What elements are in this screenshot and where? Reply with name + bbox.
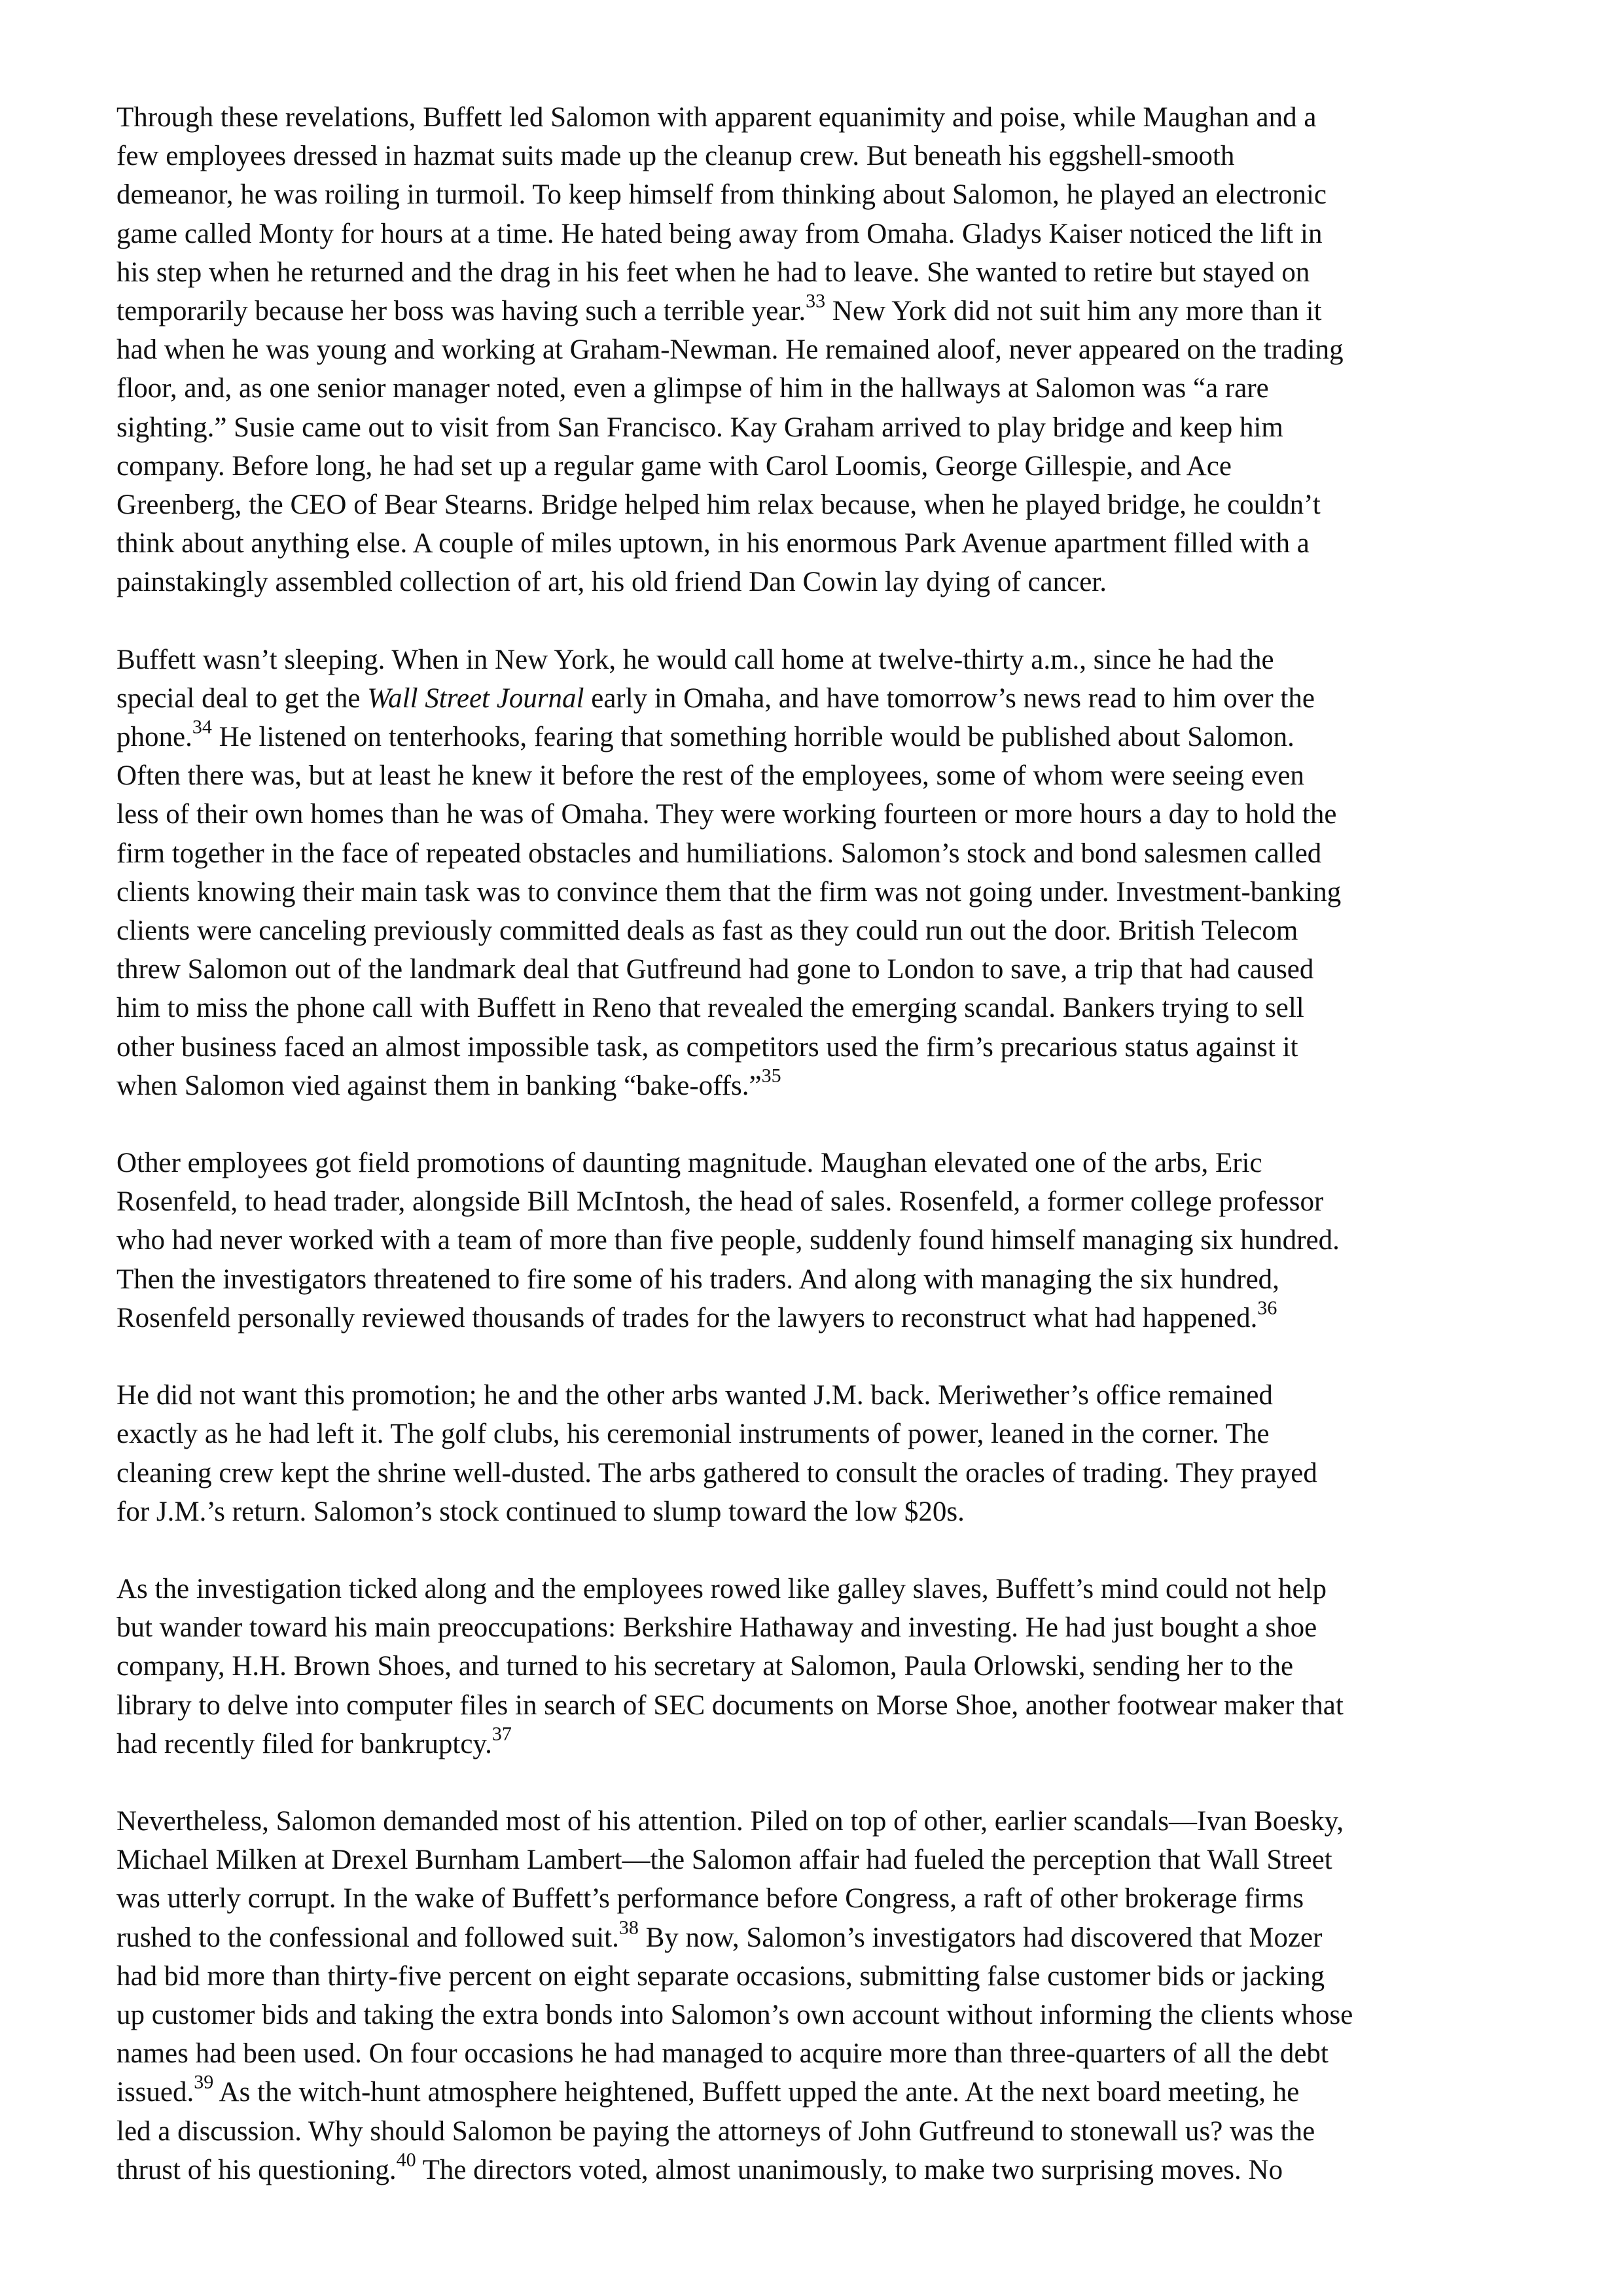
document-page <box>116 98 1524 2228</box>
text-run: He listened on tenterhooks, fearing that something horrible would be published about Salomon. Often there was, but at least he knew it before the rest of the employees, some of whom were seeing even less of their own homes than he was of Omaha. They were working fourteen or more hours a day to hold the firm together in the face of repeated obstacles and humiliations. Salomon’s stock and bond salesmen called clients knowing their main task was to convince them that the firm was not going under. Investment-banking clients were canceling previously committed deals as fast as they could run out the door. British Telecom threw Salomon out of the landmark deal that Gutfreund had gone to London to save, a trip that had caused him to miss the phone call with Buffett in Reno that revealed the emerging scandal. Bankers trying to sell other business faced an almost impossible task, as competitors used the firm’s precarious status against it when Salomon vied against them in banking “bake-offs.” <box>116 722 1342 1101</box>
text-run: He did not want this promotion; he and the other arbs wanted J.M. back. Meriwether’s office remained exactly as he had left it. The golf clubs, his ceremonial instruments of power, leaned in the corner. The cleaning crew kept the shrine well-dusted. The arbs gathered to consult the oracles of trading. They prayed for J.M.’s return. Salomon’s stock continued to slump toward the low $20s. <box>116 1380 1317 1527</box>
text-run: Through these revelations, Buffett led Salomon with apparent equanimity and poise, while Maughan and a few employees dressed in hazmat suits made up the cleanup crew. But beneath his eggshell-smooth demeanor, he was roiling in turmoil. To keep himself from thinking about Salomon, he played an electronic game called Monty for hours at a time. He hated being away from Omaha. Gladys Kaiser noticed the lift in his step when he returned and the drag in his feet when he had to leave. She wanted to retire but stayed on temporarily because her boss was having such a terrible year. <box>116 102 1327 327</box>
paragraph-2 <box>116 641 1524 1105</box>
text-run: Buffett wasn’t sleeping. When in New York, he would call home at twelve-thirty a.m., since he had the special deal to get the <box>116 644 1274 714</box>
footnote-ref: 38 <box>618 1916 639 1939</box>
footnote-ref: 33 <box>806 290 826 312</box>
paragraph-6 <box>116 1802 1524 2189</box>
footnote-ref: 34 <box>192 716 212 738</box>
text-run: As the witch-hunt atmosphere heightened, Buffett upped the ante. At the next board meeting, he led a discussion. Why should Salomon be paying the attorneys of John Gutfreund to stonewall us? was the thrust of his questioning. <box>116 2077 1315 2185</box>
italic-title: Wall Street Journal <box>367 682 584 714</box>
footnote-ref: 37 <box>491 1723 512 1745</box>
footnote-ref: 36 <box>1257 1297 1277 1319</box>
paragraph-1 <box>116 98 1524 602</box>
text-run: Nevertheless, Salomon demanded most of his attention. Piled on top of other, earlier scandals—Ivan Boesky, Michael Milken at Drexel Burnham Lambert—the Salomon affair had fueled the perception that Wall Street was utterly corrupt. In the wake of Buffett’s performance before Congress, a raft of other brokerage firms rushed to the confessional and followed suit. <box>116 1805 1344 1953</box>
text-run: New York did not suit him any more than it had when he was young and working at Graham-Newman. He remained aloof, never appeared on the trading floor, and, as one senior manager noted, even a glimpse of him in the hallways at Salomon was “a rare sighting.” Susie came out to visit from San Francisco. Kay Graham arrived to play bridge and keep him company. Before long, he had set up a regular game with Carol Loomis, George Gillespie, and Ace Greenberg, the CEO of Bear Stearns. Bridge helped him relax because, when he played bridge, he couldn’t think about anything else. A couple of miles uptown, in his enormous Park Avenue apartment filled with a painstakingly assembled collection of art, his old friend Dan Cowin lay dying of cancer. <box>116 296 1344 598</box>
footnote-ref: 35 <box>761 1065 781 1087</box>
text-run: By now, Salomon’s investigators had discovered that Mozer had bid more than thirty-five percent on eight separate occasions, submitting false customer bids or jacking up customer bids and taking the extra bonds into Salomon’s own account without informing the clients whose names had been used. On four occasions he had managed to acquire more than three-quarters of all the debt issued. <box>116 1922 1353 2108</box>
paragraph-3 <box>116 1144 1524 1337</box>
footnote-ref: 39 <box>194 2071 214 2093</box>
text-run: The directors voted, almost unanimously, to make two surprising moves. No <box>416 2154 1283 2185</box>
paragraph-5 <box>116 1570 1524 1763</box>
footnote-ref: 40 <box>396 2149 416 2171</box>
text-run: As the investigation ticked along and the employees rowed like galley slaves, Buffett’s mind could not help but wander toward his main preoccupations: Berkshire Hathaway and investing. He had just bought a shoe company, H.H. Brown Shoes, and turned to his secretary at Salomon, Paula Orlowski, sending her to the library to delve into computer files in search of SEC documents on Morse Shoe, another footwear maker that had recently filed for bankruptcy. <box>116 1573 1344 1759</box>
paragraph-4 <box>116 1376 1524 1531</box>
text-run: Other employees got field promotions of daunting magnitude. Maughan elevated one of the arbs, Eric Rosenfeld, to head trader, alongside Bill McIntosh, the head of sales. Rosenfeld, a former college professor who had never worked with a team of more than five people, suddenly found himself managing six hundred. Then the investigators threatened to fire some of his traders. And along with managing the six hundred, Rosenfeld personally reviewed thousands of trades for the lawyers to reconstruct what had happened. <box>116 1148 1340 1333</box>
text-run: early in Omaha, and have tomorrow’s news read to him over the phone. <box>116 682 1315 753</box>
